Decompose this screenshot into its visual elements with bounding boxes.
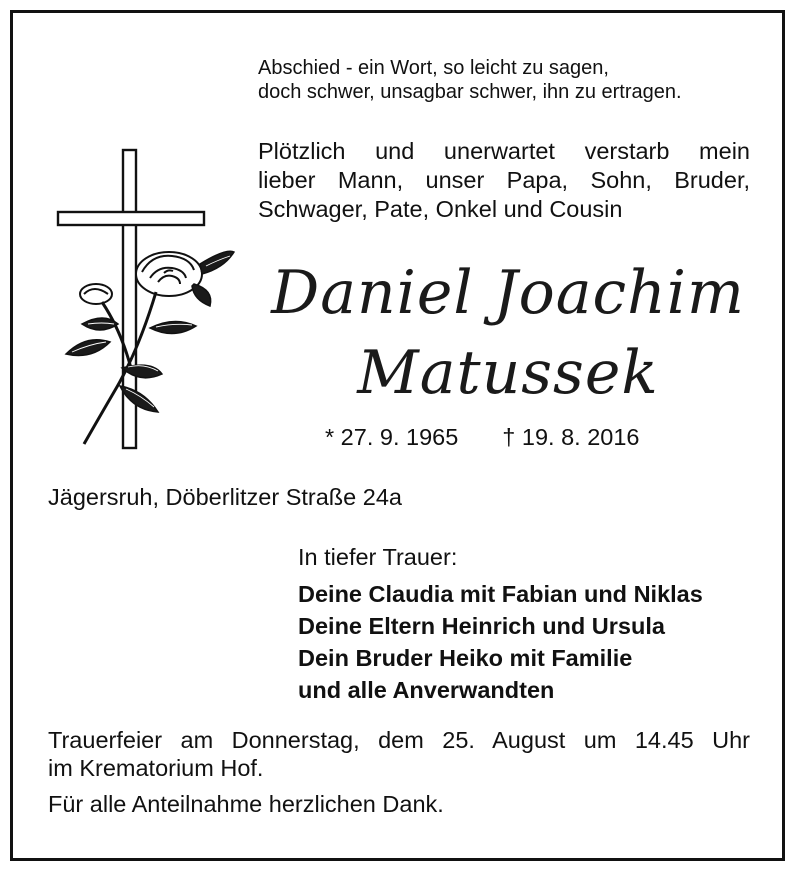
- mourner-line: Deine Eltern Heinrich und Ursula: [298, 613, 665, 639]
- service-line-2: im Krematorium Hof.: [48, 755, 264, 781]
- farewell-quote: [258, 56, 778, 104]
- life-dates: [325, 423, 639, 451]
- family-address: Jägersruh, Döberlitzer Straße 24a: [48, 484, 402, 510]
- intro-line-1: Plötzlich und unerwartet verstarb mein: [258, 138, 750, 164]
- mourner-list: [298, 578, 703, 706]
- intro-line-2: lieber Mann, unser Papa, Sohn, Bruder,: [258, 167, 750, 193]
- service-line-1: Trauerfeier am Donnerstag, dem 25. August um 14.45 Uhr: [48, 727, 750, 753]
- mourner-line: Dein Bruder Heiko mit Familie: [298, 645, 633, 671]
- deceased-name-line-1: Daniel Joachim: [271, 258, 745, 328]
- mourner-line: und alle Anverwandten: [298, 677, 555, 703]
- quote-line-2: doch schwer, unsagbar schwer, ihn zu ertragen.: [258, 81, 682, 103]
- funeral-service-info: [48, 726, 750, 782]
- mourner-line: Deine Claudia mit Fabian und Niklas: [298, 581, 703, 607]
- death-date: † 19. 8. 2016: [502, 424, 640, 450]
- birth-date: * 27. 9. 1965: [325, 424, 459, 450]
- mourning-label: In tiefer Trauer:: [298, 544, 458, 570]
- thanks-note: Für alle Anteilnahme herzlichen Dank.: [48, 791, 444, 817]
- cross-with-rose-icon: [52, 146, 242, 452]
- deceased-name-line-2: Matussek: [357, 338, 659, 408]
- quote-line-1: Abschied - ein Wort, so leicht zu sagen,: [258, 57, 609, 79]
- intro-line-3: Schwager, Pate, Onkel und Cousin: [258, 196, 623, 222]
- death-announcement: [258, 137, 750, 224]
